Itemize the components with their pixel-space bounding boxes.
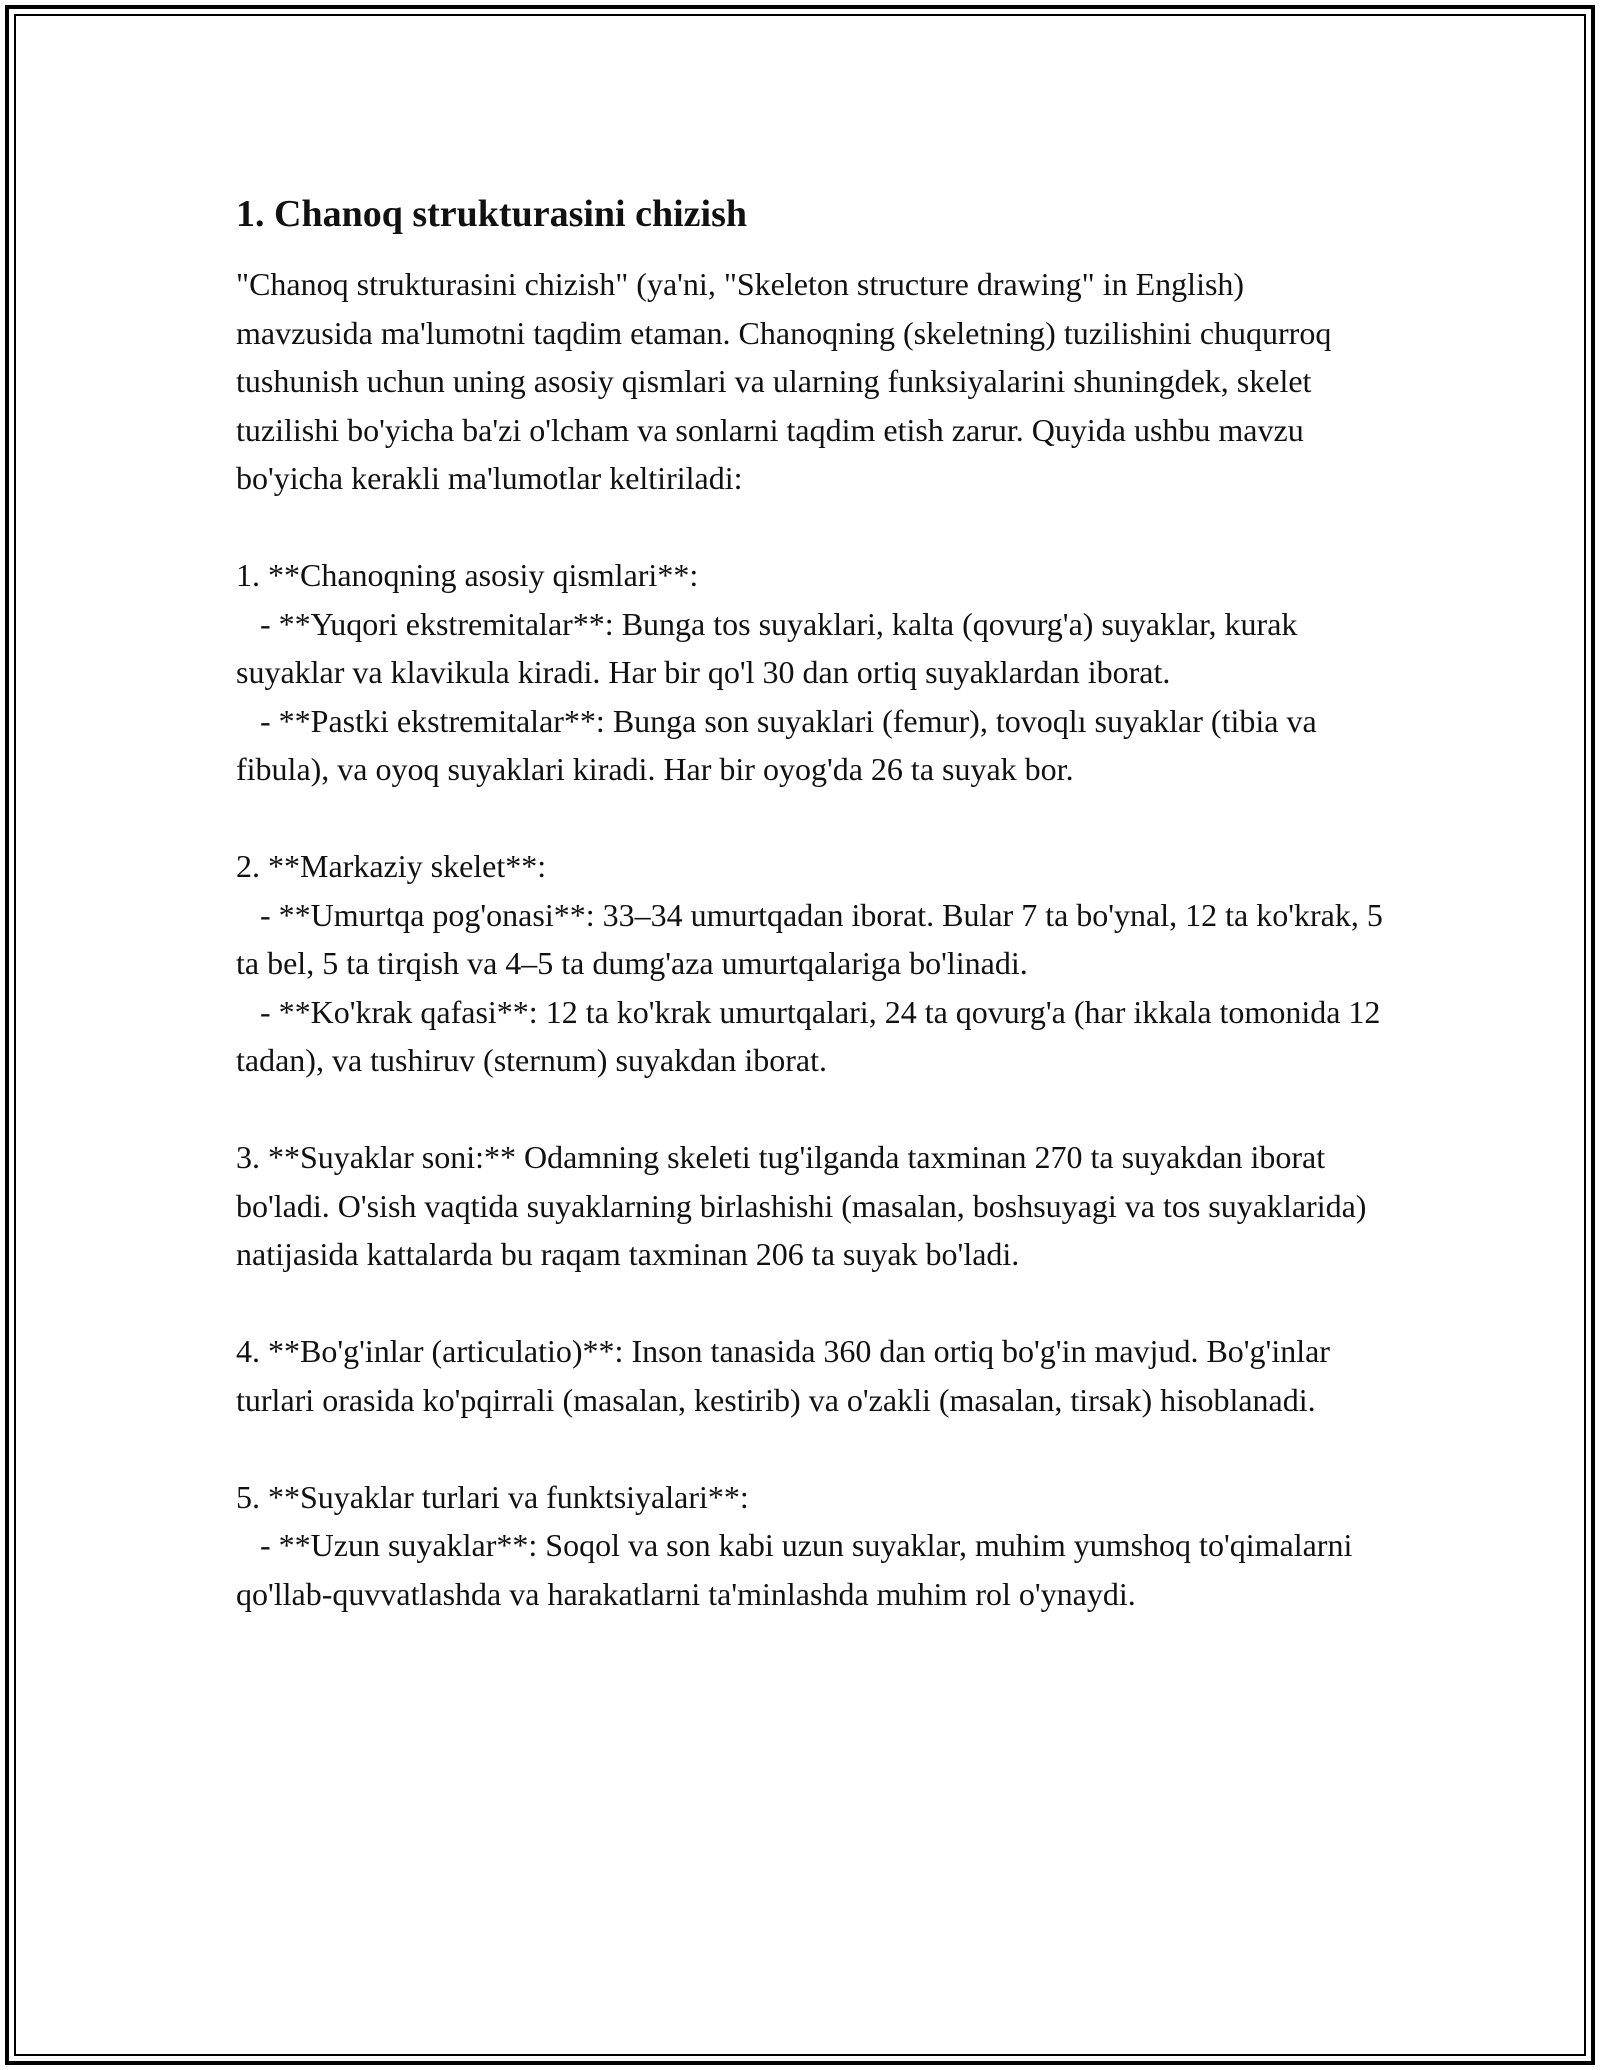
section-heading: 2. **Markaziy skelet**: <box>236 848 547 884</box>
section-heading: 4. **Bo'g'inlar (articulatio)**: Inson tanasida 360 dan ortiq bo'g'in mavjud. Bo'g'inlar turlari orasida ko'pqirrali (masalan, kestirib) va o'zakli (masalan, tirsak) hisoblanadi. <box>236 1333 1338 1418</box>
section-bone-types <box>236 1473 1386 1619</box>
intro-paragraph: "Chanoq strukturasini chizish" (ya'ni, "Skeleton structure drawing" in English) mavzusida ma'lumotni taqdim etaman. Chanoqning (skeletning) tuzilishini chuqurroq tushunish uchun uning asosiy qismlari va ularning funksiyalarini shuningdek, skelet tuzilishi bo'yicha ba'zi o'lcham va sonlarni taqdim etish zarur. Quyida ushbu mavzu bo'yicha kerakli ma'lumotlar keltiriladi: <box>236 266 1332 496</box>
list-item: - **Ko'krak qafasi**: 12 ta ko'krak umurtqalari, 24 ta qovurg'a (har ikkala tomonida 12 tadan), va tushiruv (sternum) suyakdan iborat. <box>236 993 1389 1078</box>
document-body <box>236 190 1391 1618</box>
section-central-skeleton <box>236 842 1391 1085</box>
list-item: - **Uzun suyaklar**: Soqol va son kabi uzun suyaklar, muhim yumshoq to'qimalarni qo'llab-quvvatlashda va harakatlarni ta'minlashda muhim rol o'ynaydi. <box>236 1527 1361 1612</box>
section-heading: 5. **Suyaklar turlari va funktsiyalari**: <box>236 1478 749 1515</box>
section-heading: 3. **Suyaklar soni:** Odamning skeleti tug'ilganda taxminan 270 ta suyakdan iborat bo'ladi. O'sish vaqtida suyaklarning birlashishi (masalan, boshsuyagi va tos suyaklarida) natijasida kattalarda bu raqam taxminan 206 ta suyak bo'ladi. <box>236 1139 1375 1272</box>
section-main-parts <box>236 551 1386 794</box>
section-bone-count <box>236 1133 1386 1279</box>
section-joints <box>236 1327 1386 1424</box>
list-item: - **Pastki ekstremitalar**: Bunga son suyaklari (femur), tovoqlı suyaklar (tibia va fibula), va oyoq suyaklari kiradi. Har bir oyog'da 26 ta suyak bor. <box>236 702 1325 787</box>
page-title: 1. Chanoq strukturasini chizish <box>236 193 748 235</box>
section-heading: 1. **Chanoqning asosiy qismlari**: <box>236 557 699 593</box>
list-item: - **Umurtqa pog'onasi**: 33–34 umurtqadan iborat. Bular 7 ta bo'ynal, 12 ta ko'krak, 5 ta bel, 5 ta tirqish va 4–5 ta dumg'aza umurtqalariga bo'linadi. <box>236 896 1391 981</box>
list-item: - **Yuqori ekstremitalar**: Bunga tos suyaklari, kalta (qovurg'a) suyaklar, kurak suyaklar va klavikula kiradi. Har bir qo'l 30 dan ortiq suyaklardan iborat. <box>236 605 1306 690</box>
